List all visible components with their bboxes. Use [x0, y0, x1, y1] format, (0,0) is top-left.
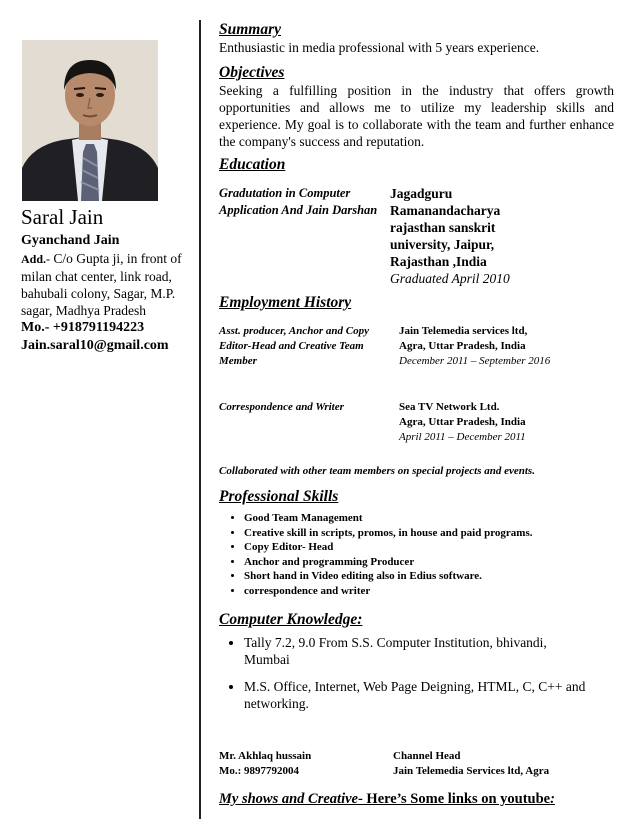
profile-name: Saral Jain	[21, 205, 104, 229]
list-item: • correspondence and writer	[244, 584, 614, 599]
education-details	[390, 185, 555, 287]
mobile-number: Mo.- +918791194223	[21, 320, 145, 335]
job-company: Jain Telemedia services ltd,	[399, 325, 528, 337]
education-degree: Gradutation in Computer Application And Jain Darshan	[219, 186, 378, 217]
list-item: • Short hand in Video editing also in Edius software.	[244, 569, 614, 584]
reference-company: Jain Telemedia Services ltd, Agra	[393, 765, 550, 777]
job-role: Correspondence and Writer	[219, 401, 344, 413]
profile-photo	[22, 40, 158, 201]
job-dates: April 2011 – December 2011	[399, 431, 526, 443]
job-role: Asst. producer, Anchor and Copy Editor-Head and Creative Team Member	[219, 325, 369, 367]
vertical-divider	[199, 20, 201, 819]
job-company: Sea TV Network Ltd.	[399, 401, 500, 413]
computer-list	[219, 634, 594, 712]
address-text: C/o Gupta ji, in front of milan chat center, link road, bahubali colony, Sagar, M.P. sagar, Madhya Pradesh	[21, 251, 182, 318]
employment-section	[219, 294, 614, 312]
footer-shows: My shows and Creative	[219, 791, 358, 807]
list-item: • M.S. Office, Internet, Web Page Deigning, HTML, C, C++ and networking.	[244, 678, 594, 712]
education-heading: Education	[219, 156, 286, 173]
employment-note: Collaborated with other team members on special projects and events.	[219, 465, 535, 477]
education-section	[219, 156, 614, 174]
list-item: • Anchor and programming Producer	[244, 555, 614, 570]
list-item: • Creative skill in scripts, promos, in house and paid programs.	[244, 526, 614, 541]
computer-section	[219, 611, 594, 712]
reference-name: Mr. Akhlaq hussain	[219, 750, 312, 762]
objectives-section	[219, 64, 614, 150]
contact-panel	[21, 205, 199, 355]
education-graduated: Graduated April 2010	[390, 271, 510, 286]
list-item: • Copy Editor- Head	[244, 540, 614, 555]
address	[21, 250, 199, 319]
objectives-text: Seeking a fulfilling position in the industry that offers growth opportunities and allows me to utilize my leadership skills and experience. My goal is to collaborate with the team and further enhance the company's success and reputation.	[219, 83, 614, 149]
summary-section	[219, 21, 614, 56]
list-item: • Tally 7.2, 9.0 From S.S. Computer Institution, bhivandi, Mumbai	[244, 634, 594, 668]
footer-links: - Here’s Some links on youtube	[357, 791, 551, 807]
job-location: Agra, Uttar Pradesh, India	[399, 340, 526, 352]
employment-heading: Employment History	[219, 294, 352, 311]
computer-heading: Computer Knowledge:	[219, 611, 363, 628]
email-address: Jain.saral10@gmail.com	[21, 338, 169, 353]
youtube-links-heading	[219, 790, 619, 808]
job-details	[399, 400, 609, 445]
job-dates: December 2011 – September 2016	[399, 355, 551, 367]
job-details	[399, 324, 609, 369]
list-item: • Good Team Management	[244, 511, 614, 526]
footer-colon: :	[550, 791, 555, 807]
reference-title: Channel Head	[393, 750, 461, 762]
education-institution: Jagadguru Ramanandacharya rajasthan sanskrit university, Jaipur, Rajasthan ,India	[390, 186, 501, 269]
address-label: Add.-	[21, 252, 51, 266]
father-name: Gyanchand Jain	[21, 233, 120, 248]
job-location: Agra, Uttar Pradesh, India	[399, 416, 526, 428]
summary-text: Enthusiastic in media professional with 5 years experience.	[219, 40, 540, 55]
skills-section	[219, 488, 614, 598]
objectives-heading: Objectives	[219, 64, 285, 81]
reference-mobile: Mo.: 9897792004	[219, 765, 300, 777]
skills-list	[219, 511, 614, 598]
reference-left	[219, 749, 389, 779]
reference-right	[393, 749, 613, 779]
skills-heading: Professional Skills	[219, 488, 339, 505]
summary-heading: Summary	[219, 21, 282, 38]
